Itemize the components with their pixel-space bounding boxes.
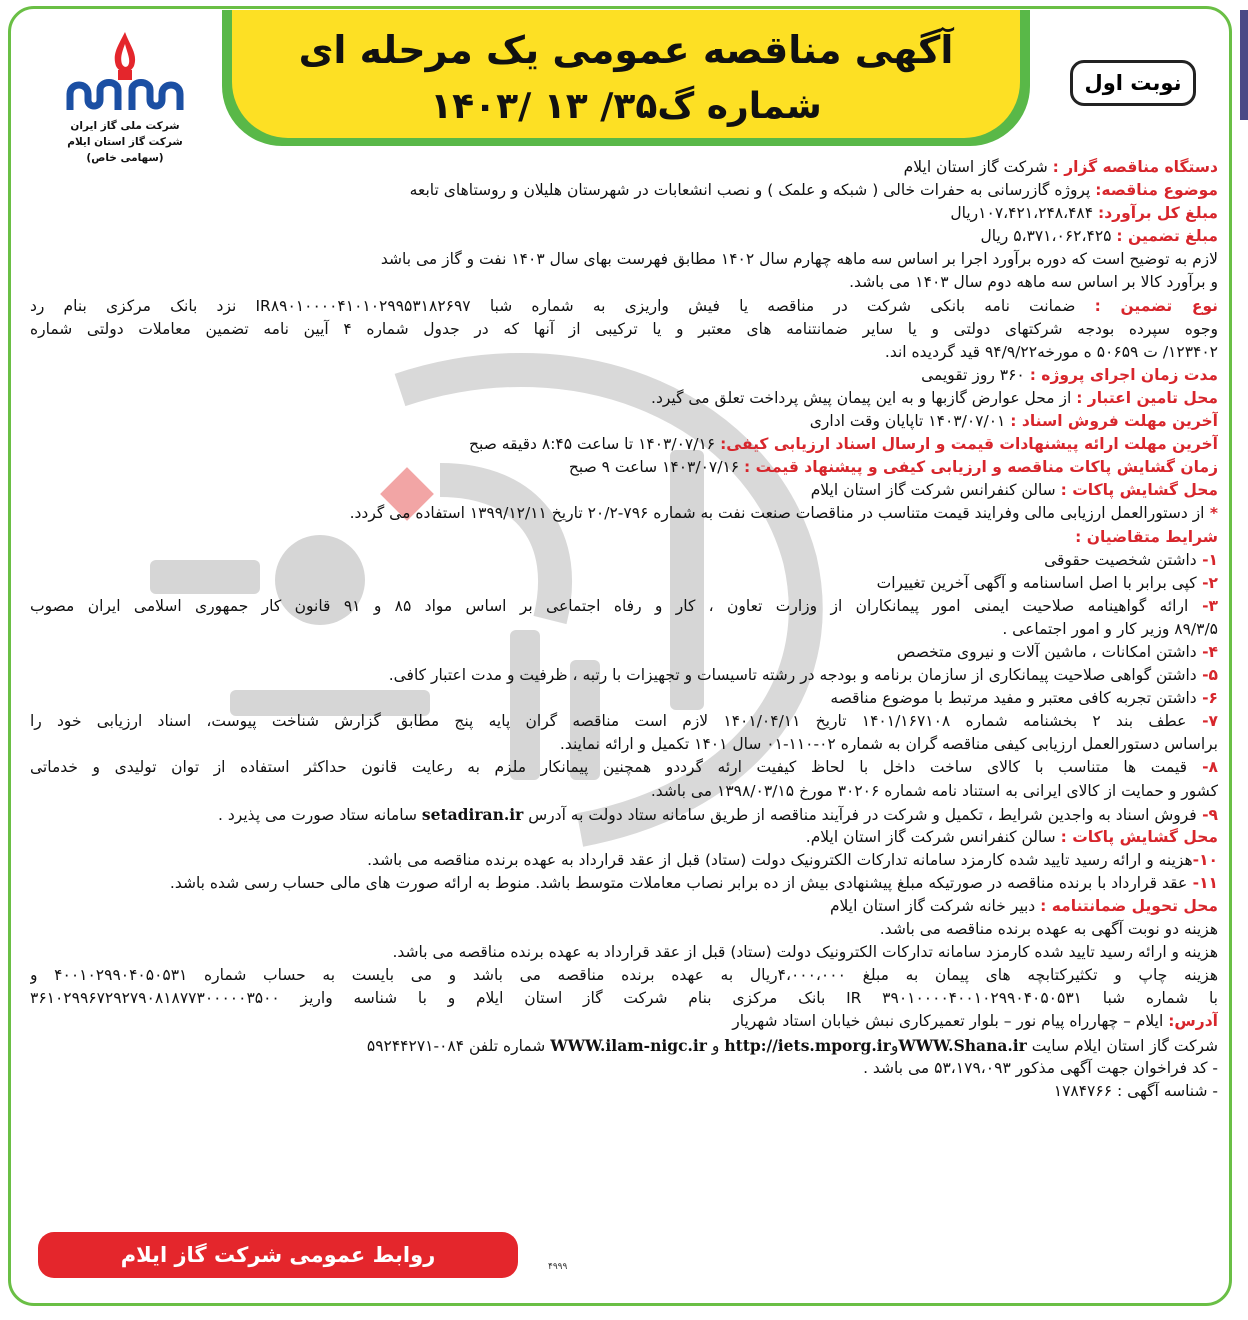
condition-3-cont: ۸۹/۳/۵ وزیر کار و امور اجتماعی . [1002,619,1218,638]
notice-badge: نوبت اول [1070,60,1196,106]
condition-4: ۴- داشتن امکانات ، ماشین آلات و نیروی متخصص [896,642,1218,661]
line-ad-id: - شناسه آگهی : ۱۷۸۴۷۶۶ [1053,1081,1218,1100]
condition-2: ۲- کپی برابر با اصل اساسنامه و آگهی آخرین تغییرات [876,573,1218,592]
line-sale-deadline: آخرین مهلت فروش اسناد : ۱۴۰۳/۰۷/۰۱ تاپایان وقت اداری [809,412,1218,431]
condition-7-cont: براساس دستورالعمل ارزیابی کیفی مناقصه گران به شماره ۰۲-۱۱۰-۰۱ سال ۱۴۰۱ تکمیل و ارائه نمایند. [559,735,1218,754]
line-estimate: مبلغ کل برآورد: ۱۰۷،۴۲۱،۲۴۸،۴۸۴ریال [950,204,1218,223]
logo-text-3: (سهامی خاص) [86,152,164,164]
footer-code: ۴۹۹۹ [548,1262,568,1272]
line-ad-cost: هزینه دو نوبت آگهی به عهده برنده مناقصه می باشد. [879,920,1218,939]
line-guarantee-type-2: وجوه سپرده بودجه شرکتهای دولتی و یا سایر ضمانتنامه های معتبر و یا ترکیبی از آنها که در جدول شماره ۴ آیین نامه تضمین معاملات دولتی شماره [30,319,1218,338]
line-funding: محل تامین اعتبار : از محل عوارض گازبها و به این پیمان پیش پرداخت تعلق می گیرد. [651,388,1218,407]
notice-body [30,156,1218,1103]
footer-pr-label: روابط عمومی شرکت گاز ایلام [38,1232,518,1278]
line-opening-place-2: محل گشایش پاکات : سالن کنفرانس شرکت گاز استان ایلام. [805,827,1218,846]
condition-11: ۱۱- عقد قرارداد با برنده مناقصه در صورتیکه مبلغ پیشنهادی بیش از ده برابر نصاب معاملات متوسط باشد. منوط به ارائه صورت های مالی حساب رسی شده باشد. [169,873,1218,892]
line-organizer: دستگاه مناقصه گزار : شرکت گاز استان ایلام [903,158,1218,176]
condition-9: ۹- فروش اسناد به واجدین شرایط ، تکمیل و شرکت در فرآیند مناقصه از طریق سامانه ستاد دولت به آدرس setadiran.ir سامانه ستاد صورت می پذیرد . [218,804,1218,824]
line-print-cost: هزینه چاپ و تکثیرکتابچه های پیمان به مبلغ ۴،۰۰۰،۰۰۰ریال به عهده برنده مناقصه می باشد و می بایست به حساب شماره ۴۰۰۱۰۲۹۹۰۴۰۵۰۵۳۱ و [30,966,1218,985]
condition-5: ۵- داشتن گواهی صلاحیت پیمانکاری از سازمان برنامه و بودجه در رشته تاسیسات و تجهیزات با رتبه ، ظرفیت و مدت اعتبار کافی. [388,666,1218,685]
line-guarantee-type: نوع تضمین : ضمانت نامه بانکی شرکت در مناقصه یا فیش واریزی به شماره شبا IR۸۹۰۱۰۰۰۰۴۱۰۱۰۲۹۹۵۳۱۸۲۶۹۷ نزد بانک مرکزی بنام رد [30,296,1218,315]
line-subject: موضوع مناقصه: پروژه گازرسانی به حفرات خالی ( شبکه و علمک ) و نصب انشعابات در شهرستان هلیلان و روستاهای تابعه [409,181,1218,200]
line-note-2: و برآورد کالا بر اساس سه ماهه دوم سال ۱۴۰۳ می باشد. [849,273,1218,292]
shana-link[interactable]: WWW.Shana.ir [898,1035,1027,1055]
title-line-2: شماره گ۳۵/ ۱۳ /۱۴۰۳ [430,86,822,127]
logo-text-2: شرکت گاز استان ایلام [67,136,183,148]
ilam-nigc-link[interactable]: WWW.ilam-nigc.ir [550,1035,707,1055]
line-websites: شرکت گاز استان ایلام سایت WWW.Shana.irوhttp://iets.mporg.ir و WWW.ilam-nigc.ir شماره تلفن ۰۸۴-۵۹۲۴۴۲۷۱ [366,1035,1218,1055]
condition-6: ۶- داشتن تجربه کافی معتبر و مفید مرتبط با موضوع مناقصه [830,689,1218,708]
line-opening-place: محل گشایش پاکات : سالن کنفرانس شرکت گاز استان ایلام [810,481,1218,500]
condition-10: ۱۰-هزینه و ارائه رسید تایید شده کارمزد سامانه تدارکات الکترونیک دولت (ستاد) قبل از عقد قرارداد به عهده برنده مناقصه می باشد. [367,850,1218,869]
line-opening-time: زمان گشایش پاکات مناقصه و ارزیابی کیفی و پیشنهاد قیمت : ۱۴۰۳/۰۷/۱۶ ساعت ۹ صبح [568,458,1218,477]
line-account: با شماره شبا IR ۳۹۰۱۰۰۰۰۴۰۰۱۰۲۹۹۰۴۰۵۰۵۳۱ بانک مرکزی بنام شرکت گاز استان ایلام و با شناسه واریز ۳۶۱۰۲۹۹۶۷۲۹۲۷۹۰۸۱۸۷۷۳۰۰۰۰۰۳۵۰۰ [30,989,1218,1008]
condition-1: ۱- داشتن شخصیت حقوقی [1044,550,1218,569]
setadiran-link[interactable]: setadiran.ir [421,804,524,824]
line-guarantee-type-3: ۱۲۳۴۰۲/ ت ۵۰۶۵۹ ه مورخه۹۴/۹/۲۲ قید گردیده اند. [884,342,1218,361]
logo-text-1: شرکت ملی گاز ایران [70,120,180,132]
line-duration: مدت زمان اجرای پروژه : ۳۶۰ روز تقویمی [921,365,1218,384]
line-guarantee-delivery: محل تحویل ضمانتنامه : دبیر خانه شرکت گاز استان ایلام [829,897,1218,915]
iets-link[interactable]: http://iets.mporg.ir [724,1035,891,1055]
line-address: آدرس: ایلام – چهارراه پیام نور – بلوار تعمیرکاری نبش خیابان استاد شهریار [732,1012,1218,1031]
condition-3: ۳- ارائه گواهینامه صلاحیت ایمنی امور پیمانکاران از وزارت تعاون ، کار و رفاه اجتماعی بر اساس مواد ۸۵ و ۹۱ قانون کار جمهوری اسلامی ایران مصوب [30,596,1218,615]
title-banner [232,10,1020,138]
condition-8: ۸- قیمت ها متناسب با کالای ساخت داخل با لحاظ کیفیت ارئه گرددو همچنین پیمانکار ملزم به رعایت قانون حداکثر استفاده از توان تولیدی و خدماتی [30,758,1218,777]
line-note-1: لازم به توضیح است که دوره برآورد اجرا بر اساس سه ماهه چهارم سال ۱۴۰۲ مطابق فهرست بهای سال ۱۴۰۳ نفت و گاز می باشد [380,250,1218,269]
line-conditions-title: شرایط متقاضیان : [1075,527,1218,546]
condition-8-cont: کشور و حمایت از کالای ایرانی به استناد نامه شماره ۳۰۲۰۶ مورخ ۱۳۹۸/۰۳/۱۵ می باشد. [650,781,1218,800]
line-offer-deadline: آخرین مهلت ارائه پیشنهادات قیمت و ارسال اسناد ارزیابی کیفی: ۱۴۰۳/۰۷/۱۶ تا ساعت ۸:۴۵ دقیقه صبح [469,435,1218,454]
condition-7: ۷- عطف بند ۲ بخشنامه شماره ۱۴۰۱/۱۶۷۱۰۸ تاریخ ۱۴۰۱/۰۴/۱۱ لازم است مناقصه گران پایه پنج مطابق گزارش شناخت پیوست، اسناد ارزیابی خود را [30,712,1218,731]
line-fee: هزینه و ارائه رسید تایید شده کارمزد سامانه تدارکات الکترونیک دولت (ستاد) قبل از عقد قرارداد به عهده برنده مناقصه می باشد. [392,943,1218,962]
line-instruction: * از دستورالعمل ارزیابی مالی وفرایند قیمت متناسب در مناقصات صنعت نفت به شماره ۷۹۶-۲۰/۲ تاریخ ۱۳۹۹/۱۲/۱۱ استفاده می گردد. [349,504,1218,523]
gas-flame-icon [60,28,190,118]
title-line-1: آگهی مناقصه عمومی یک مرحله ای [298,28,954,72]
line-guarantee-amount: مبلغ تضمین : ۵،۳۷۱،۰۶۲،۴۲۵ ریال [980,227,1218,246]
edge-bar [1240,10,1248,120]
line-call-code: - کد فراخوان جهت آگهی مذکور ۵۳،۱۷۹،۰۹۳ می باشد . [863,1058,1218,1077]
